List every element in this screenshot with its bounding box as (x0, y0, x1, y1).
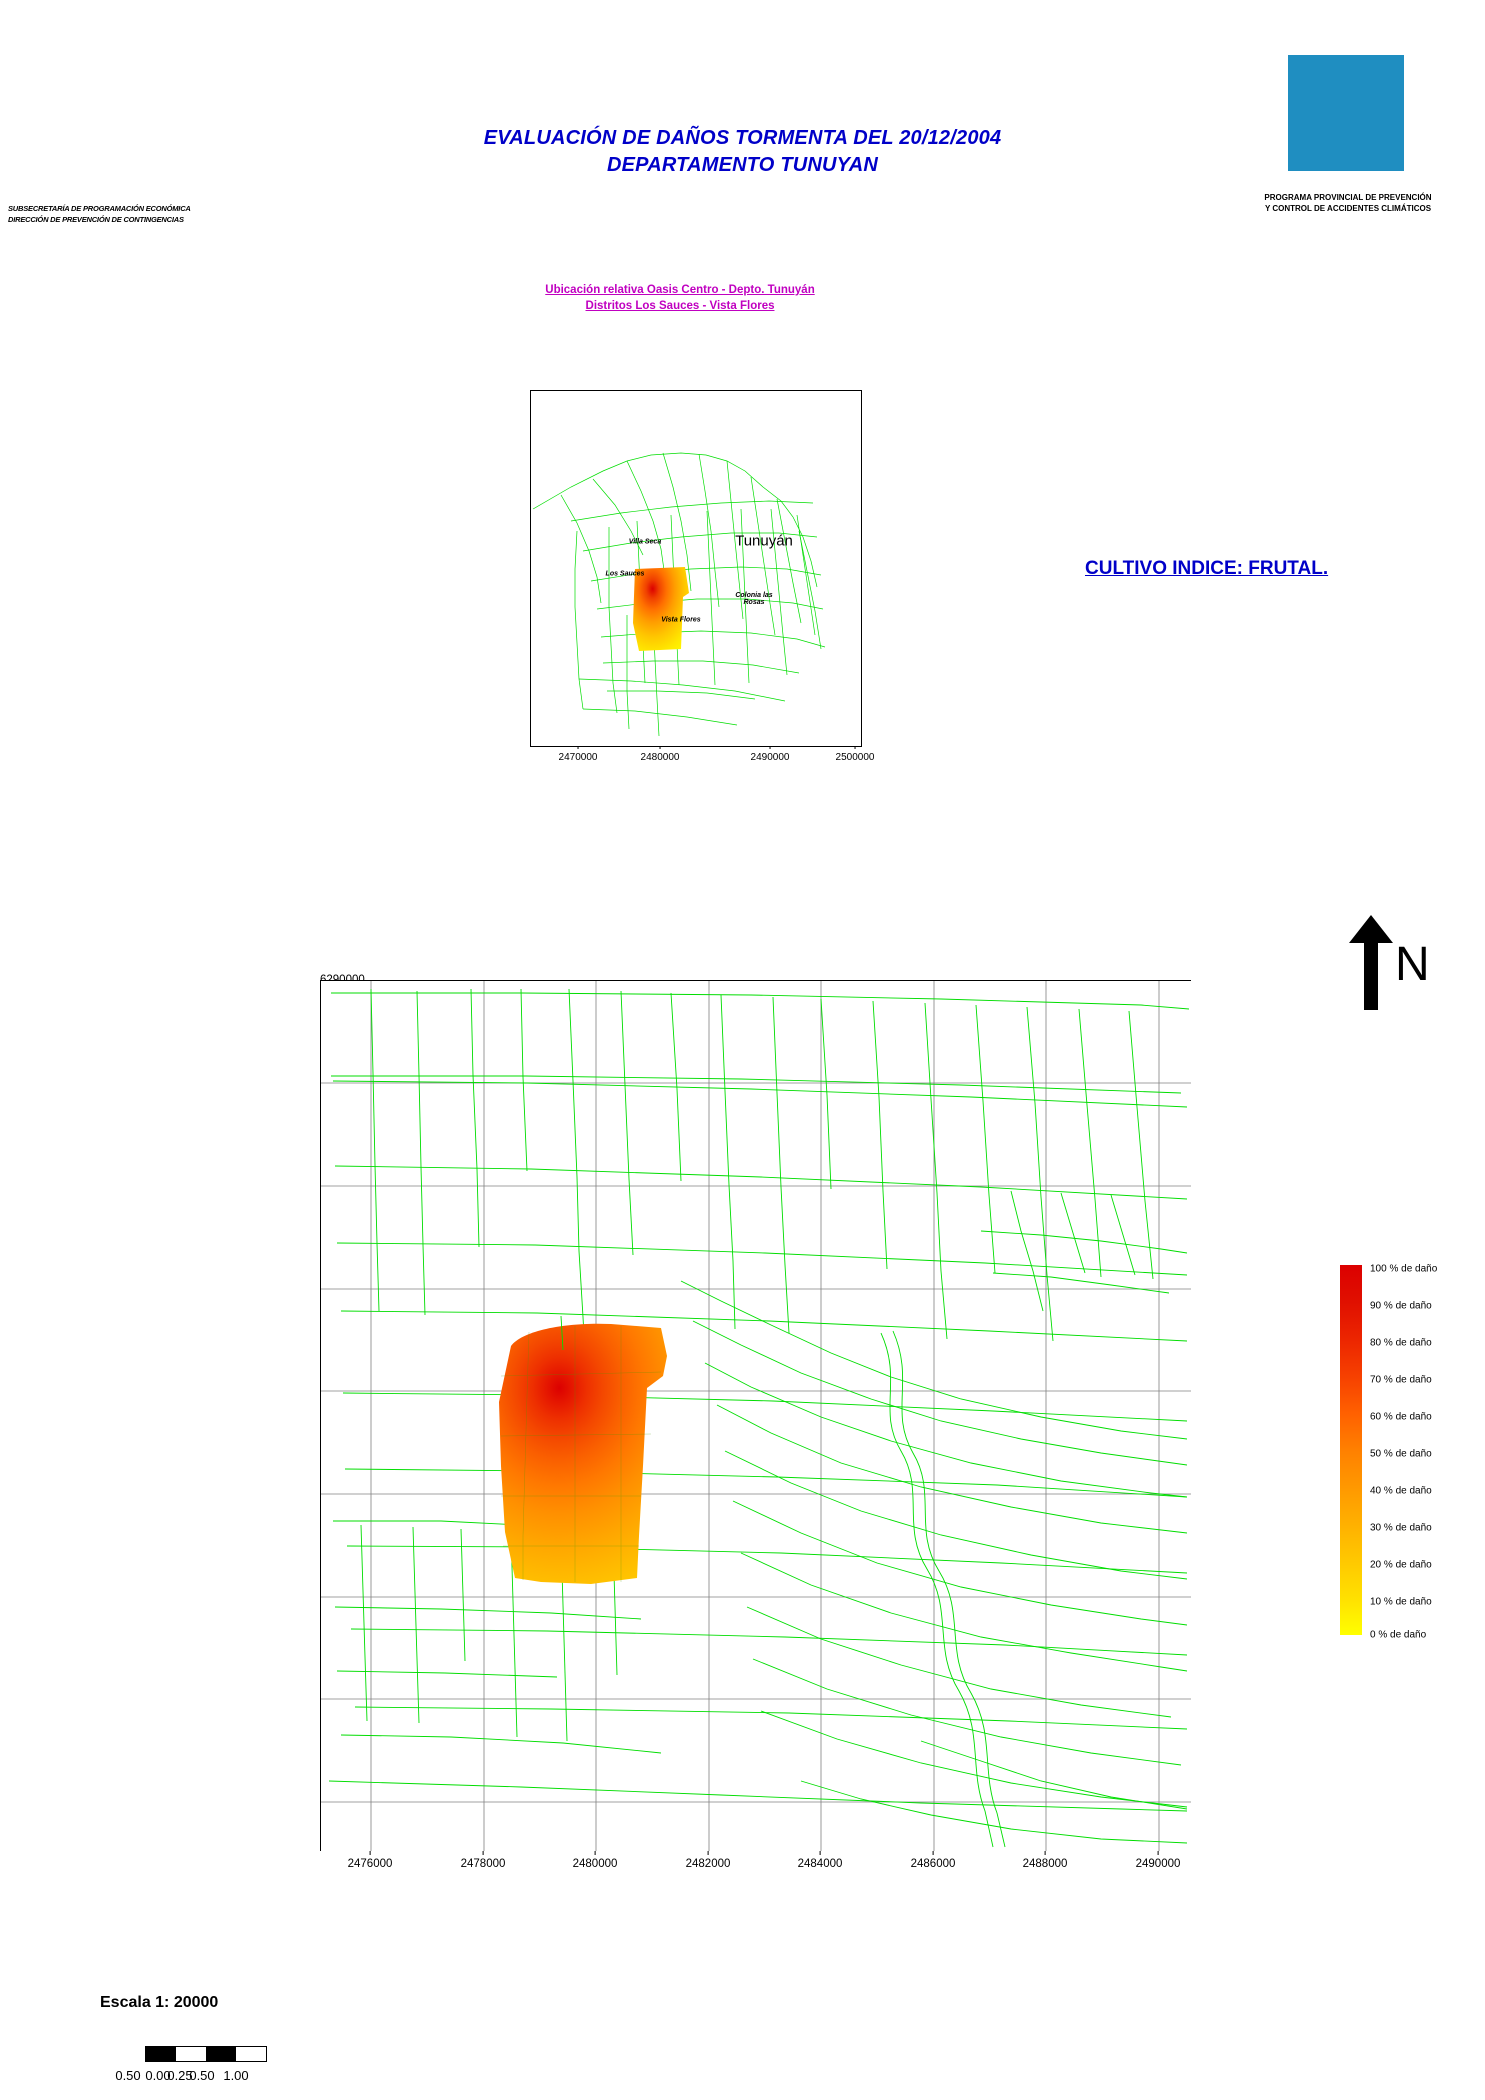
scale-title: Escala 1: 20000 (100, 1994, 219, 2011)
legend-label: 70 % de daño (1370, 1374, 1432, 1386)
legend-label: 90 % de daño (1370, 1300, 1432, 1312)
page-title (0, 125, 1485, 179)
north-arrow (1345, 915, 1455, 1015)
legend-label: 0 % de daño (1370, 1629, 1427, 1641)
legend-label: 80 % de daño (1370, 1337, 1432, 1349)
scale-label: 0.50 (115, 2068, 141, 2083)
legend-label: 50 % de daño (1370, 1448, 1432, 1460)
map-xtick: 2486000 (911, 1850, 956, 1870)
scale-label: 1.00 (223, 2068, 249, 2083)
inset-place-label: Los Sauces (605, 570, 645, 578)
legend-colorbar (1340, 1265, 1362, 1635)
legend-label: 40 % de daño (1370, 1485, 1432, 1497)
inset-map-canvas (530, 390, 862, 747)
scale-label: 0.25 (167, 2068, 193, 2083)
program-logo (1288, 55, 1404, 171)
map-xtick: 2482000 (686, 1850, 731, 1870)
scale-labels (115, 2068, 338, 2086)
organization-right-line2: Y CONTROL DE ACCIDENTES CLIMÁTICOS (1264, 204, 1432, 213)
inset-place-label: Vista Flores (661, 616, 701, 624)
scale-bar (145, 2046, 267, 2062)
damage-legend (1340, 1265, 1470, 1645)
map-xtick: 2476000 (348, 1850, 393, 1870)
north-label: N (1395, 938, 1430, 991)
inset-place-label: Colonia las Rosas (735, 592, 773, 606)
crop-index-title: CULTIVO INDICE: FRUTAL. (1085, 558, 1329, 579)
map-canvas[interactable] (320, 980, 1191, 1851)
inset-xtick: 2490000 (751, 745, 790, 763)
map-parcel-layer (321, 981, 1191, 1851)
map-xtick: 2480000 (573, 1850, 618, 1870)
map-xtick: 2490000 (1136, 1850, 1181, 1870)
inset-place-label: Villa Seca (628, 538, 662, 546)
main-map[interactable] (240, 960, 1270, 1900)
legend-label: 60 % de daño (1370, 1411, 1432, 1423)
inset-city-label: Tunuyán (735, 532, 793, 550)
legend-label: 100 % de daño (1370, 1263, 1438, 1275)
inset-map-title (430, 282, 930, 314)
page-title-line2: DEPARTAMENTO TUNUYAN (606, 154, 879, 176)
north-arrow-icon (1345, 915, 1397, 1010)
inset-xtick: 2470000 (559, 745, 598, 763)
inset-map (470, 370, 900, 810)
organization-right-line1: PROGRAMA PROVINCIAL DE PREVENCIÓN (1264, 193, 1432, 202)
inset-xtick: 2500000 (836, 745, 875, 763)
map-xtick: 2478000 (461, 1850, 506, 1870)
page-title-line1: EVALUACIÓN DE DAÑOS TORMENTA DEL 20/12/2004 (483, 127, 1002, 149)
map-xtick: 2484000 (798, 1850, 843, 1870)
inset-xtick: 2480000 (641, 745, 680, 763)
scale-label: 0.00 (145, 2068, 171, 2083)
organization-left-line1: SUBSECRETARÍA DE PROGRAMACIÓN ECONÓMICA (8, 204, 191, 213)
organization-left-line2: DIRECCIÓN DE PREVENCIÓN DE CONTINGENCIAS (8, 215, 184, 224)
map-parcel-overlay (471, 1316, 731, 1616)
organization-right (1248, 192, 1448, 214)
organization-left (8, 203, 258, 225)
legend-label: 10 % de daño (1370, 1596, 1432, 1608)
legend-label: 30 % de daño (1370, 1522, 1432, 1534)
inset-map-title-line1: Ubicación relativa Oasis Centro - Depto. Tunuyán (545, 284, 815, 296)
inset-map-title-line2: Distritos Los Sauces - Vista Flores (585, 300, 775, 312)
map-xtick: 2488000 (1023, 1850, 1068, 1870)
legend-label: 20 % de daño (1370, 1559, 1432, 1571)
scale-label: 0.50 (189, 2068, 215, 2083)
